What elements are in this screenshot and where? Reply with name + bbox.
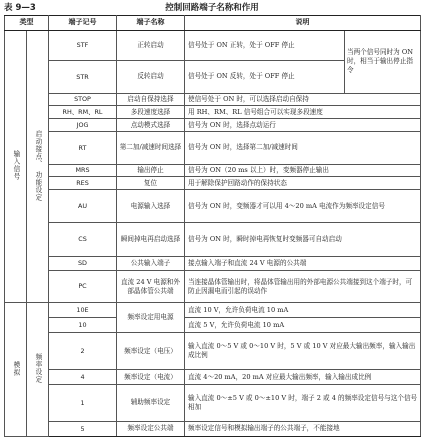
row-desc: 直流 10 V，允许负荷电流 10 mA	[185, 303, 421, 318]
row-name: 点动模式选择	[117, 119, 185, 132]
row-desc: 输入直流 0～5 V 或 0～10 V 时，5 V 或 10 V 对应最大输出频率，输入输出成比例	[185, 333, 421, 370]
table-row	[5, 31, 421, 61]
row-name: 启动自保持选择	[117, 93, 185, 106]
group-input-sub	[27, 31, 49, 303]
group-analog-sub-label: 频率设定	[33, 353, 42, 384]
row-desc: 输入直流 0～±5 V 或 0～±10 V 时，端子 2 或 4 的频率设定信号与这个信号相加	[185, 385, 421, 422]
header-symbol: 端子记号	[49, 16, 117, 31]
row-symbol: 5	[49, 421, 117, 436]
header-row	[5, 16, 421, 31]
row-symbol: PC	[49, 271, 117, 303]
row-symbol: SD	[49, 257, 117, 271]
row-symbol: CS	[49, 222, 117, 256]
row-symbol: STOP	[49, 93, 117, 106]
table-row	[5, 132, 421, 164]
row-name: 电源输入选择	[117, 190, 185, 222]
table-row	[5, 93, 421, 106]
row-symbol: RES	[49, 177, 117, 190]
header-description: 说明	[185, 16, 421, 31]
table-row	[5, 257, 421, 271]
row-desc: 当连接晶体管输出时，将晶体管输出用的外部电源公共端接到这个端子时，可防止因漏电而引起的误动作	[185, 271, 421, 303]
row-name: 公共输入端子	[117, 257, 185, 271]
row-symbol: 10	[49, 318, 117, 333]
header-type: 类型	[5, 16, 49, 31]
row-symbol: 10E	[49, 303, 117, 318]
row-desc: 直流 5 V，允许负荷电流 10 mA	[185, 318, 421, 333]
row-name: 正转启动	[117, 31, 185, 61]
table-row	[5, 318, 421, 333]
table-row	[5, 106, 421, 119]
row-desc: 用 RH、RM、RL 信号组合可以实现多段速度	[185, 106, 421, 119]
group-input-sub-a: 启动接点、	[33, 129, 42, 168]
row-desc: 信号为 ON 时，选择点动运行	[185, 119, 421, 132]
row-symbol: AU	[49, 190, 117, 222]
row-name: 第二加/减速时间选择	[117, 132, 185, 164]
row-name: 反转启动	[117, 61, 185, 93]
row-desc: 信号为 ON 时，瞬时掉电再恢复时变频器可自动启动	[185, 222, 421, 256]
table-caption	[0, 0, 424, 14]
row-desc: 信号处于 ON 反转，处于 OFF 停止	[185, 61, 345, 93]
row-symbol: JOG	[49, 119, 117, 132]
row-name: 复位	[117, 177, 185, 190]
row-name: 输出停止	[117, 164, 185, 177]
table-row	[5, 177, 421, 190]
table-row	[5, 271, 421, 303]
table-row	[5, 370, 421, 385]
row-name: 多段速度选择	[117, 106, 185, 119]
row-symbol: RH、RM、RL	[49, 106, 117, 119]
table-row	[5, 303, 421, 318]
row-desc: 用于解除保护回路动作的保持状态	[185, 177, 421, 190]
table-row	[5, 333, 421, 370]
table-row	[5, 421, 421, 436]
row-desc: 接点输入端子和直流 24 V 电源的公共端	[185, 257, 421, 271]
row-desc: 直流 4～20 mA，20 mA 对应最大输出频率，输入输出成比例	[185, 370, 421, 385]
row-desc: 信号为 ON（20 ms 以上）时，变频器停止输出	[185, 164, 421, 177]
row-name: 频率设定（电流）	[117, 370, 185, 385]
group-input	[5, 31, 27, 303]
table-number: 表 9—3	[4, 3, 36, 13]
header-name: 端子名称	[117, 16, 185, 31]
table-row	[5, 222, 421, 256]
table-row	[5, 119, 421, 132]
group-input-label: 输入信号	[11, 150, 20, 181]
row-symbol: MRS	[49, 164, 117, 177]
group-analog-label: 模拟	[11, 360, 20, 376]
row-symbol: 1	[49, 385, 117, 422]
row-name: 瞬间掉电再启动选择	[117, 222, 185, 256]
row-symbol: RT	[49, 132, 117, 164]
row-name: 直流 24 V 电源和外部晶体管公共端	[117, 271, 185, 303]
row-name: 频率设定（电压）	[117, 333, 185, 370]
table-title: 控制回路端子名称和作用	[165, 3, 259, 13]
row-symbol: STF	[49, 31, 117, 61]
row-name: 频率设定公共端	[117, 421, 185, 436]
row-note: 当两个信号同时为 ON 时，相当于输出停止指令	[345, 31, 421, 93]
group-analog-sub	[27, 303, 49, 437]
row-symbol: STR	[49, 61, 117, 93]
row-name: 频率设定用电源	[117, 303, 185, 333]
table-row	[5, 190, 421, 222]
row-name: 辅助频率设定	[117, 385, 185, 422]
terminal-table	[4, 15, 421, 437]
table-row	[5, 385, 421, 422]
row-desc: 使信号处于 ON 时，可以选择启动自保持	[185, 93, 421, 106]
group-analog	[5, 303, 27, 437]
row-desc: 信号为 ON 时，选择第二加/减速时间	[185, 132, 421, 164]
row-desc: 信号为 ON 时，变频器才可以用 4～20 mA 电流作为频率设定信号	[185, 190, 421, 222]
row-symbol: 4	[49, 370, 117, 385]
table-row	[5, 164, 421, 177]
group-input-sub-b: 功能设定	[33, 170, 42, 201]
row-symbol: 2	[49, 333, 117, 370]
row-desc: 信号处于 ON 正转，处于 OFF 停止	[185, 31, 345, 61]
row-desc: 频率设定信号和模拟输出端子的公共端子，不能接地	[185, 421, 421, 436]
